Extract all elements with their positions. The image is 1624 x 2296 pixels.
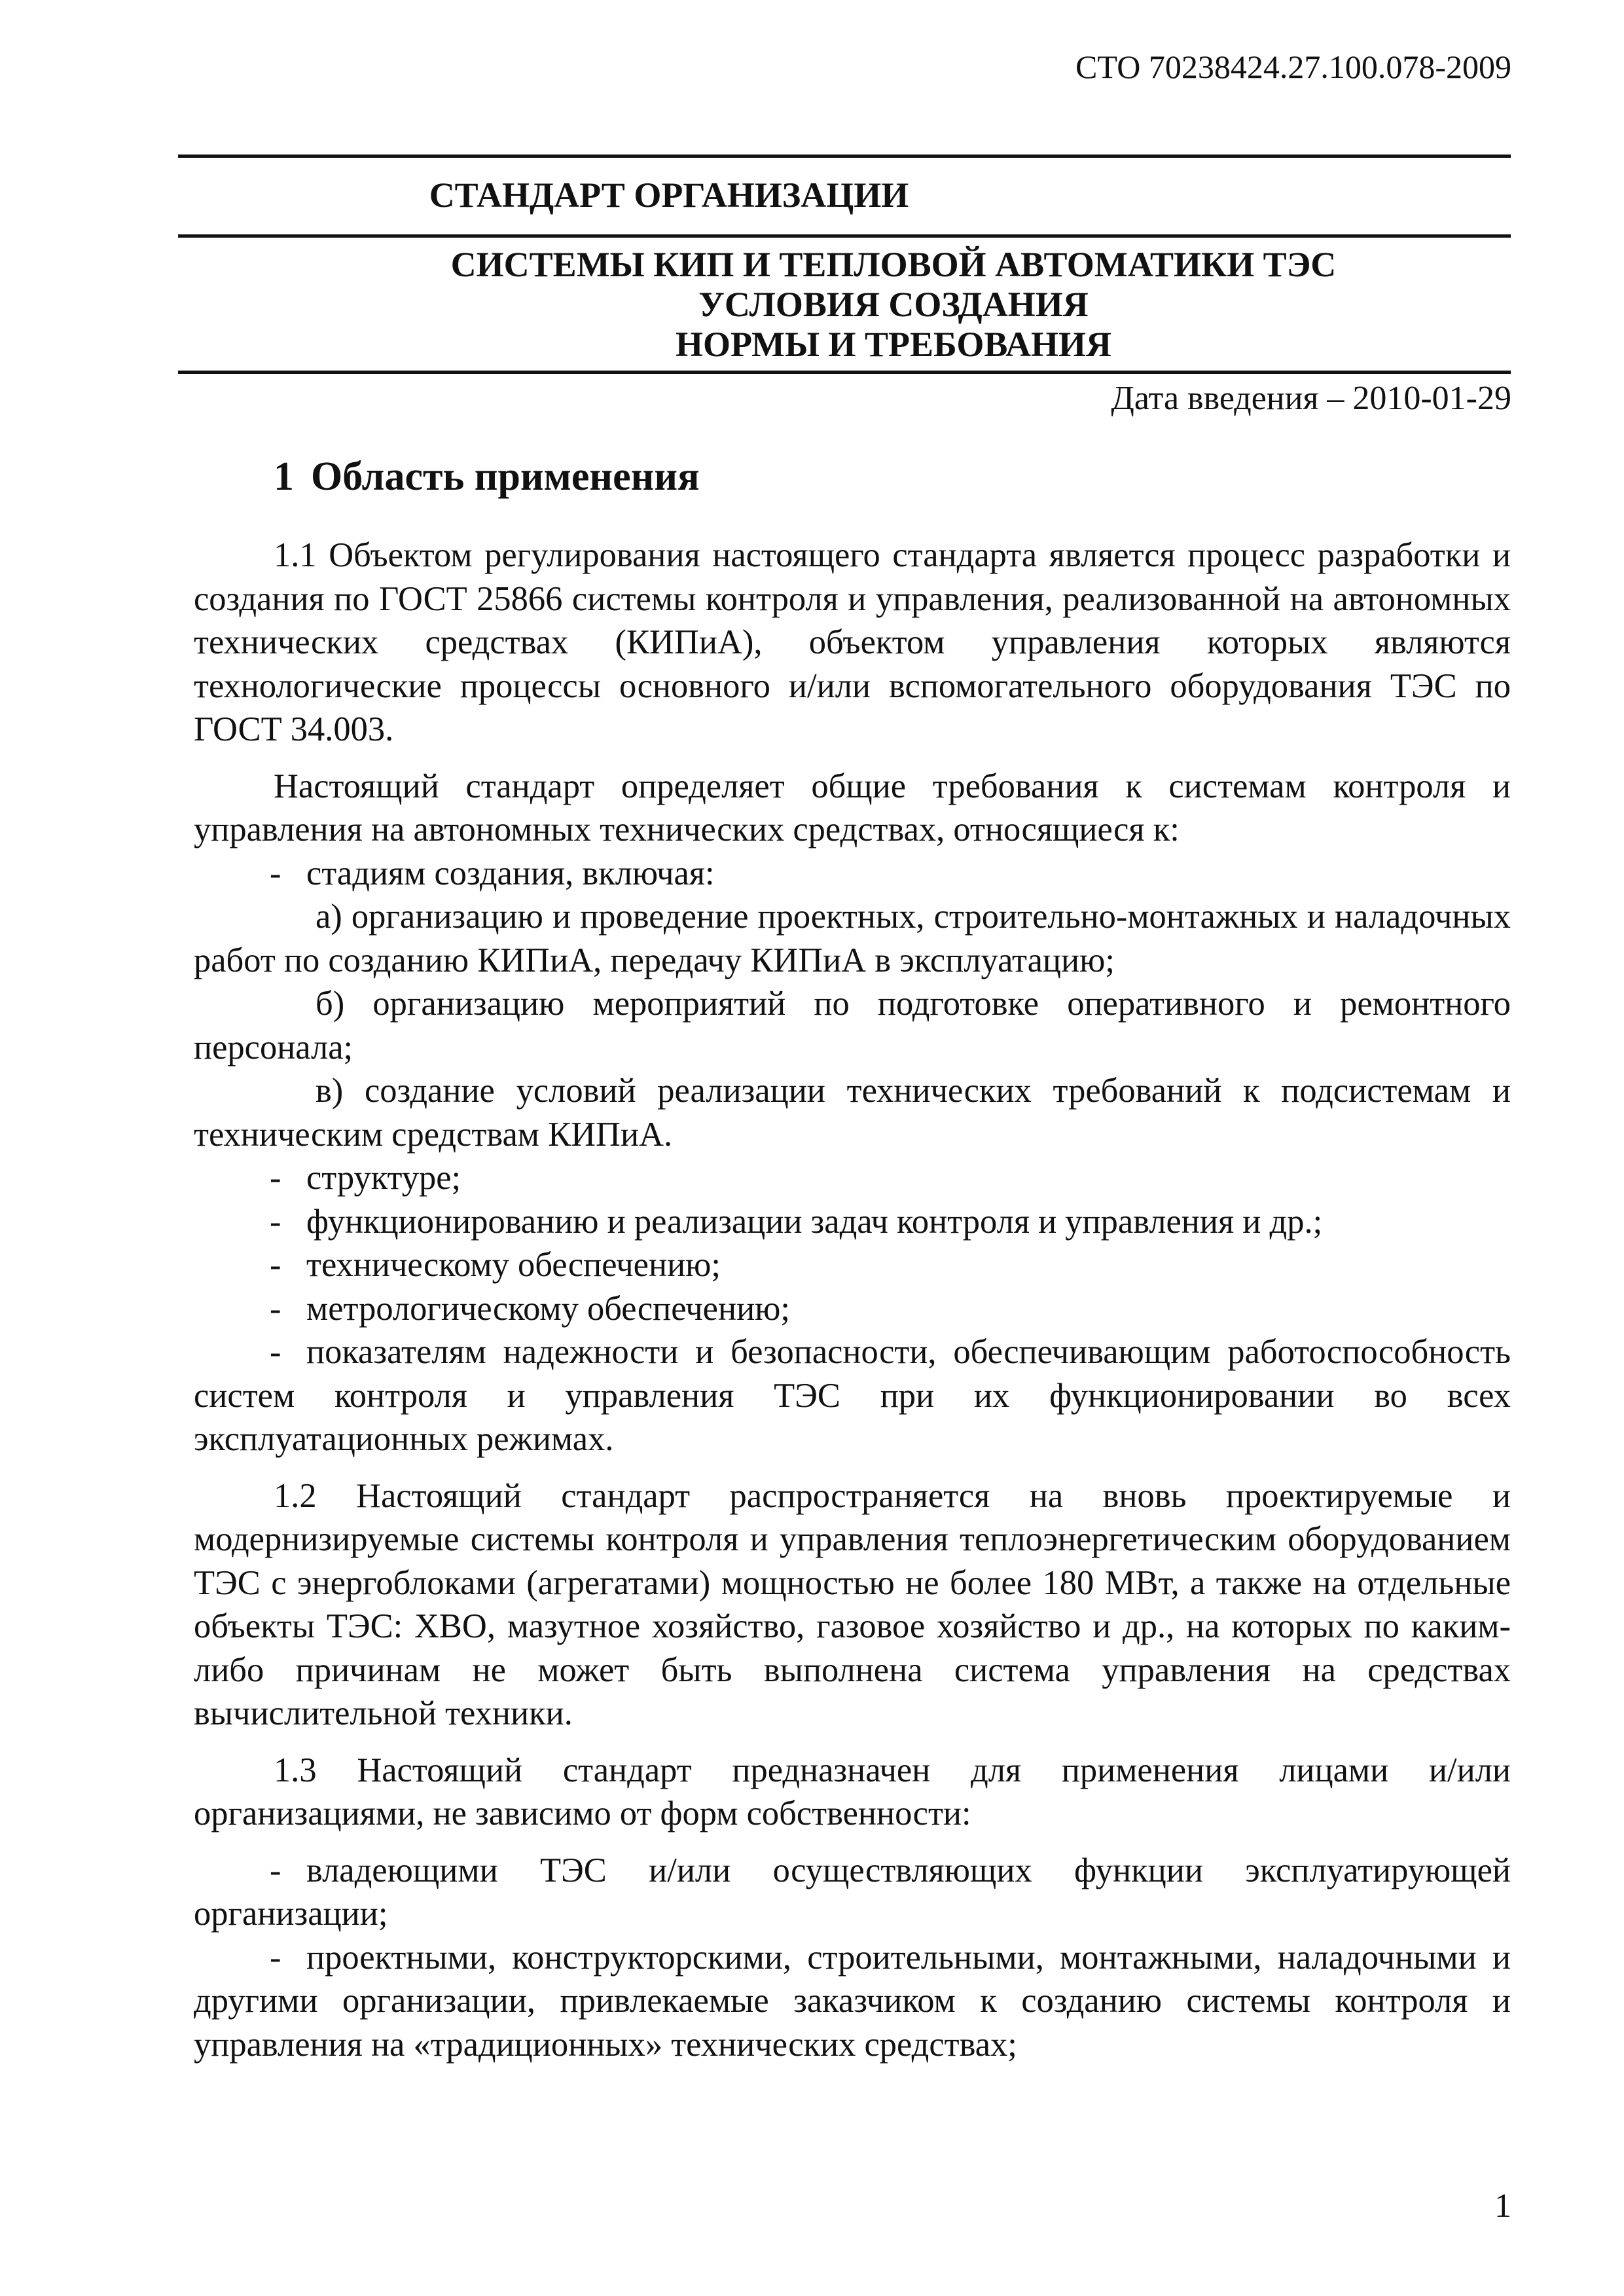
list-item-text: структуре; [306,1159,461,1197]
intro-date: Дата введения – 2010-01-29 [1111,380,1511,417]
top-rule [178,155,1511,158]
dash-marker: - [270,854,281,892]
sub-list-item: в) создание условий реализации технических требований к подсистемам и техническим средствам КИПиА. [194,1072,1511,1154]
document-title [295,245,1492,365]
list-item [194,1156,1511,1200]
section-heading [274,453,700,500]
list-item-text: техническому обеспечению; [306,1246,721,1284]
dash-marker: - [270,1159,281,1197]
bottom-rule [178,371,1511,374]
dash-marker: - [270,1333,281,1371]
list-item [194,852,1511,896]
title-line-2: УСЛОВИЯ СОЗДАНИЯ [698,285,1089,324]
dash-marker: - [270,1851,281,1889]
dash-marker: - [270,1246,281,1284]
paragraph-1-2: 1.2 Настоящий стандарт распространяется на вновь проектируемые и модернизируемые системы контроля и управления теплоэнергетическим оборудованием ТЭС с энергоблоками (агрегатами) мощностью не более 180 МВт, а также на отдельные объекты ТЭС: ХВО, мазутное хозяйство, газовое хозяйство и др., на которых по каким-либо причинам не может быть выполнена система управления на средствах вычислительной техники. [194,1476,1511,1732]
list-item [194,1200,1511,1244]
title-line-3: НОРМЫ И ТРЕБОВАНИЯ [676,325,1111,364]
document-code: СТО 70238424.27.100.078-2009 [1075,48,1511,85]
dash-marker: - [270,1938,281,1977]
dash-marker: - [270,1289,281,1328]
sub-list-item: а) организацию и проведение проектных, строительно-монтажных и наладочных работ по созданию КИПиА, передачу КИПиА в эксплуатацию; [194,898,1511,979]
paragraph-1-1: 1.1 Объектом регулирования настоящего стандарта является процесс разработки и создания по ГОСТ 25866 системы контроля и управления, реализованной на автономных технических средствах (КИПиА), объектом управления которых являются технологические процессы основного и/или вспомогательного оборудования ТЭС по ГОСТ 34.003. [194,536,1511,748]
list-item-text: владеющими ТЭС и/или осуществляющих функции эксплуатирующей организации; [194,1851,1511,1933]
paragraph-general: Настоящий стандарт определяет общие требования к системам контроля и управления на автономных технических средствах, относящиеся к: [194,767,1511,848]
list-item [194,1287,1511,1331]
dash-marker: - [270,1202,281,1241]
list-item-text: проектными, конструкторскими, строительными, монтажными, наладочными и другими организации, привлекаемые заказчиком к созданию системы контроля и управления на «традиционных» технических средствах; [194,1938,1511,2064]
section-title: Область применения [311,454,700,499]
sub-list-item: б) организацию мероприятий по подготовке оперативного и ремонтного персонала; [194,985,1511,1066]
list-item-text: показателям надежности и безопасности, обеспечивающим работоспособность систем контроля и управления ТЭС при их функционировании во всех эксплуатационных режимах. [194,1333,1511,1458]
section-number: 1 [274,454,294,499]
list-item [194,1849,1511,1936]
standard-title: СТАНДАРТ ОРГАНИЗАЦИИ [429,175,909,215]
title-line-1: СИСТЕМЫ КИП И ТЕПЛОВОЙ АВТОМАТИКИ ТЭС [450,245,1337,284]
list-item-text: стадиям создания, включая: [306,854,715,892]
list-item [194,1243,1511,1287]
list-item [194,1936,1511,2067]
middle-rule [178,234,1511,238]
list-item-text: метрологическому обеспечению; [306,1289,790,1328]
list-item [194,1330,1511,1461]
paragraph-1-3: 1.3 Настоящий стандарт предназначен для применения лицами и/или организациями, не зависимо от форм собственности: [194,1751,1511,1832]
document-body [194,534,1511,2066]
list-item-text: функционированию и реализации задач контроля и управления и др.; [306,1202,1323,1241]
page-number: 1 [1494,2187,1511,2225]
